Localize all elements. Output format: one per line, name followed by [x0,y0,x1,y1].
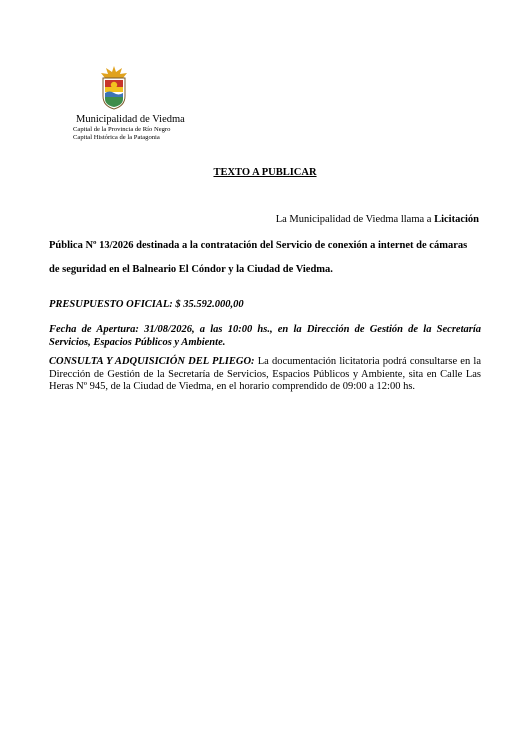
intro-line [276,214,479,225]
document-title: TEXTO A PUBLICAR [213,167,317,178]
opening-date-paragraph: Fecha de Apertura: 31/08/2026, a las 10:00 hs., en la Dirección de Gestión de la Secretaría Servicios, Espacios Públicos y Ambiente. [49,324,481,348]
tender-description-line-2: de seguridad en el Balneario El Cóndor y la Ciudad de Viedma. [49,264,333,275]
tender-description-line-1: Pública Nº 13/2026 destinada a la contratación del Servicio de conexión a internet de cámaras [49,240,468,251]
municipality-subtitle-1: Capital de la Provincia de Río Negro [73,126,171,133]
consultation-paragraph [49,356,481,394]
municipality-subtitle-2: Capital Histórica de la Patagonia [73,134,160,141]
official-budget: PRESUPUESTO OFICIAL: $ 35.592.000,00 [49,299,244,310]
coat-of-arms-icon [99,66,129,110]
consultation-text: La documentación licitatoria podrá consultarse en la Dirección de Gestión de la Secretaría de Servicios, Espacios Públicos y Ambiente, sita en Calle Las Heras Nº 945, de la Ciudad de Viedma, en el horario comprendido de 09:00 a 12:00 hs. [49,356,481,393]
consultation-label: CONSULTA Y ADQUISICIÓN DEL PLIEGO: [49,356,255,367]
municipality-name: Municipalidad de Viedma [76,114,185,125]
intro-bold: Licitación [434,214,479,225]
intro-lead: La Municipalidad de Viedma llama a [275,214,435,225]
